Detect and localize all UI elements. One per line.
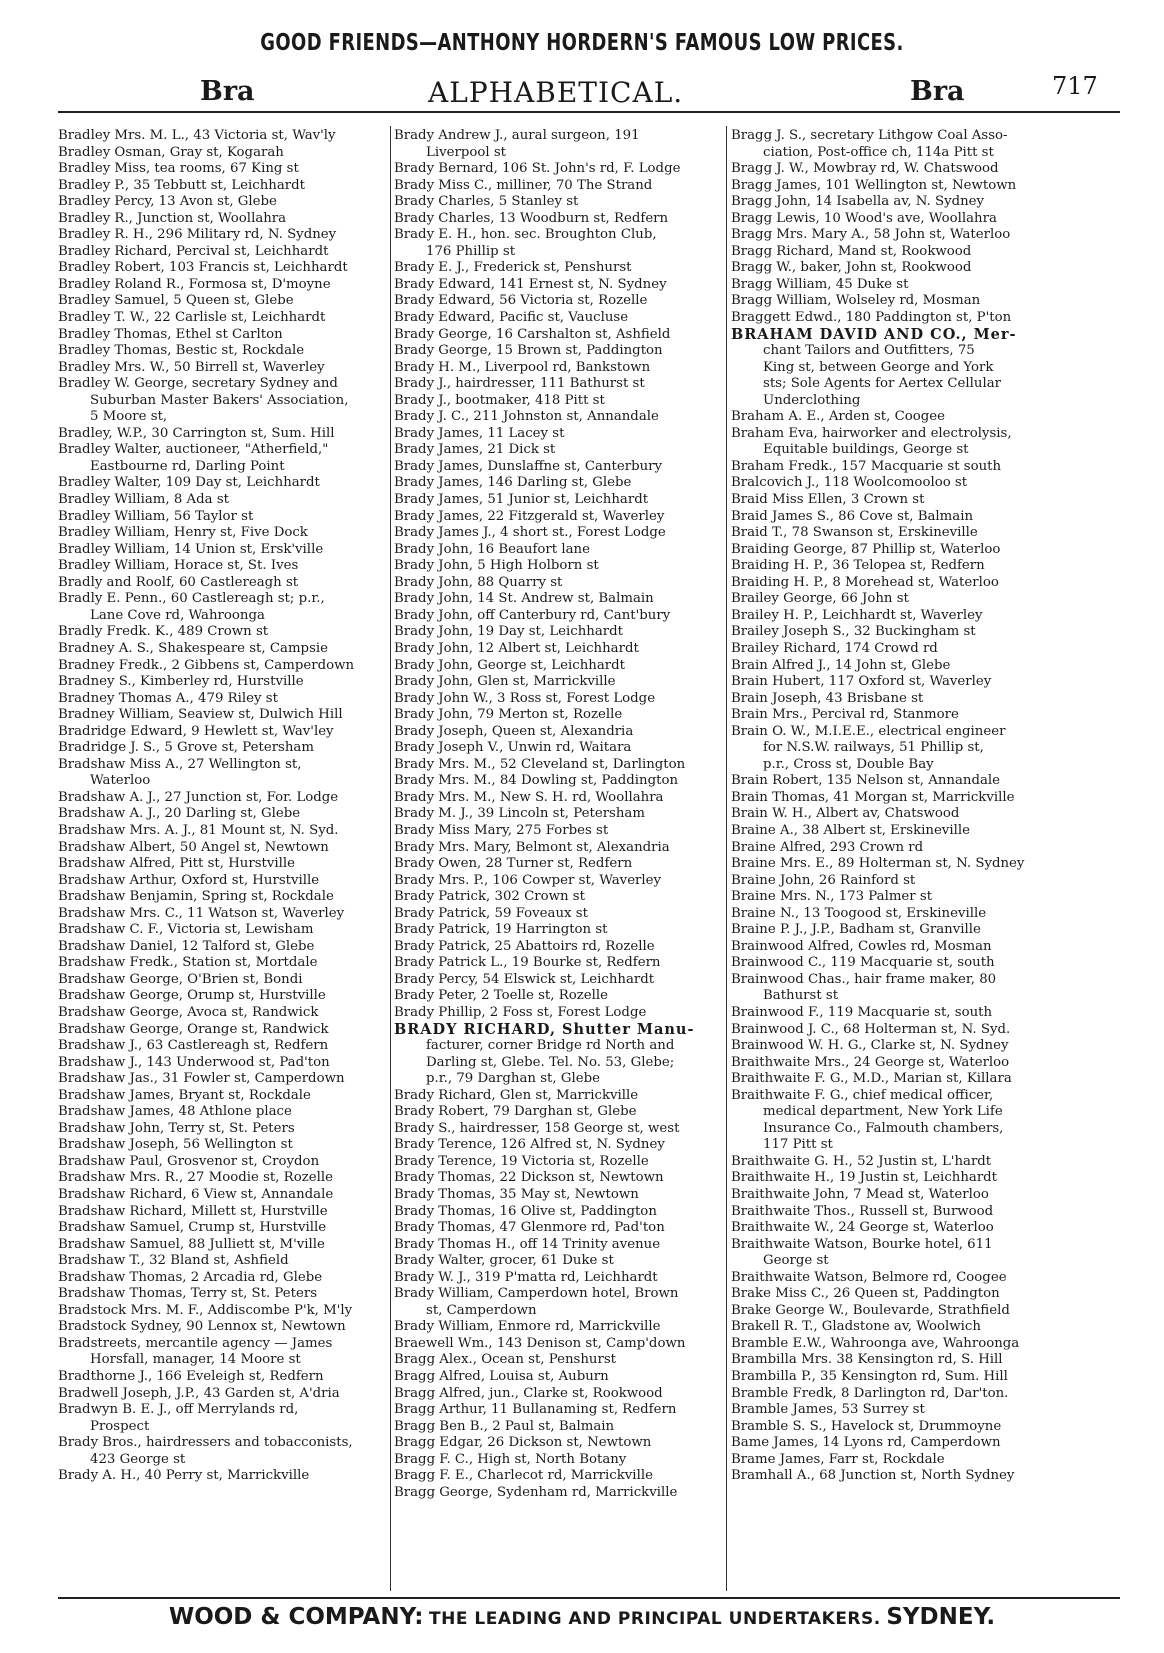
directory-entry: Bradley Roland R., Formosa st, D'moyne [58,276,331,292]
directory-entry: Brady A. H., 40 Perry st, Marrickville [58,1468,310,1484]
directory-entry: Bradley T. W., 22 Carlisle st, Leichhardt [58,310,326,326]
directory-entry: Braham Fredk., 157 Macquarie st south [731,458,1002,474]
directory-entry: Bradshaw George, O'Brien st, Bondi [58,971,303,987]
entry-continuation: st, Camperdown [426,1302,537,1318]
directory-entry: Brady George, 16 Carshalton st, Ashfield [394,326,671,342]
directory-entry: Bradshaw George, Orump st, Hurstville [58,988,326,1004]
directory-entry: Bradney A. S., Shakespeare st, Campsie [58,640,329,656]
directory-entry: Bradney William, Seaview st, Dulwich Hill [58,707,343,723]
column-3 [731,128,1061,1485]
directory-entry: Brady Mrs. M., 52 Cleveland st, Darlington [394,756,686,772]
directory-entry: Bradshaw George, Orange st, Randwick [58,1021,329,1037]
directory-entry: Brady William, Enmore rd, Marrickville [394,1319,661,1335]
directory-entry: Bragg F. E., Charlecot rd, Marrickville [394,1468,653,1484]
directory-entry: Brain Hubert, 117 Oxford st, Waverley [731,674,992,690]
directory-entry: Brady Miss Mary, 275 Forbes st [394,822,609,838]
directory-entry: Bradstock Mrs. M. F., Addiscombe P'k, M'ly [58,1302,353,1318]
directory-entry: Bradthorne J., 166 Eveleigh st, Redfern [58,1369,324,1385]
directory-entry: Brady John, 5 High Holborn st [394,558,599,574]
directory-entry: Bragg John, 14 Isabella av, N. Sydney [731,194,985,210]
directory-entry: Brady Thomas H., off 14 Trinity avenue [394,1236,661,1252]
entry-continuation: King st, between George and York [763,359,994,375]
column-2 [394,128,724,1501]
directory-entry: Brady E. H., hon. sec. Broughton Club, [394,227,657,243]
directory-entry: Brady Thomas, 47 Glenmore rd, Pad'ton [394,1220,665,1236]
directory-entry: Bradley Richard, Percival st, Leichhardt [58,243,329,259]
directory-entry: Braithwaite Mrs., 24 George st, Waterloo [731,1054,1010,1070]
directory-entry: Brady John W., 3 Ross st, Forest Lodge [394,690,656,706]
directory-entry: Brainwood F., 119 Macquarie st, south [731,1004,993,1020]
directory-entry: Brady Peter, 2 Toelle st, Rozelle [394,988,608,1004]
directory-entry: Braewell Wm., 143 Denison st, Camp'down [394,1335,686,1351]
top-advertisement: GOOD FRIENDS—ANTHONY HORDERN'S FAMOUS LOW PRICES. [260,30,904,56]
entry-continuation: sts; Sole Agents for Aertex Cellular [763,376,1002,392]
directory-entry: Bradly Fredk. K., 489 Crown st [58,624,269,640]
directory-entry: Brainwood C., 119 Macquarie st, south [731,955,995,971]
directory-entry: Bradley R. H., 296 Military rd, N. Sydney [58,227,337,243]
directory-entry: Brain Mrs., Percival rd, Stanmore [731,707,959,723]
directory-entry: Bradley Samuel, 5 Queen st, Glebe [58,293,294,309]
directory-entry: Bradley Thomas, Bestic st, Rockdale [58,343,305,359]
directory-entry: Bragg Richard, Mand st, Rookwood [731,243,972,259]
entry-continuation: Darling st, Glebe. Tel. No. 53, Glebe; [426,1054,675,1070]
directory-entry: Bradshaw Arthur, Oxford st, Hurstville [58,872,320,888]
directory-entry: Braine P. J., J.P., Badham st, Granville [731,922,981,938]
directory-entry: Bradshaw Miss A., 27 Wellington st, [58,756,302,772]
directory-entry: Bradley William, 8 Ada st [58,492,229,508]
directory-entry: Brady Bernard, 106 St. John's rd, F. Lodge [394,161,681,177]
entry-continuation: Eastbourne rd, Darling Point [90,458,285,474]
directory-entry: Brady Patrick, 25 Abattoirs rd, Rozelle [394,938,655,954]
directory-entry: Bradshaw Daniel, 12 Talford st, Glebe [58,938,315,954]
directory-entry: Bramble Fredk, 8 Darlington rd, Dar'ton. [731,1385,1009,1401]
directory-entry: Bradley Mrs. W., 50 Birrell st, Waverley [58,359,325,375]
directory-entry: Braithwaite F. G., M.D., Marian st, Killara [731,1071,1012,1087]
directory-entry: Bradshaw Mrs. A. J., 81 Mount st, N. Syd. [58,822,339,838]
directory-entry: Bradley, W.P., 30 Carrington st, Sum. Hill [58,425,335,441]
section-title: ALPHABETICAL. [428,76,684,109]
directory-entry: Braine Mrs. E., 89 Holterman st, N. Sydney [731,856,1025,872]
directory-entry: Brady Charles, 13 Woodburn st, Redfern [394,210,669,226]
directory-entry: Braid James S., 86 Cove st, Balmain [731,508,974,524]
directory-entry: Brady Terence, 126 Alfred st, N. Sydney [394,1137,665,1153]
directory-entry: Brady W. J., 319 P'matta rd, Leichhardt [394,1269,658,1285]
directory-entry: Brain Thomas, 41 Morgan st, Marrickville [731,789,1015,805]
directory-entry: Brady Andrew J., aural surgeon, 191 [394,128,640,143]
directory-entry: Brake Miss C., 26 Queen st, Paddington [731,1286,1000,1302]
directory-entry: Bradley W. George, secretary Sydney and [58,376,338,392]
directory-entry: Bradley William, 14 Union st, Ersk'ville [58,541,324,557]
directory-entry: Bradley Walter, auctioneer, "Atherfield," [58,442,329,458]
directory-entry: Brady M. J., 39 Lincoln st, Petersham [394,806,645,822]
directory-entry: Brailey H. P., Leichhardt st, Waverley [731,607,983,623]
directory-entry: Brady James, 11 Lacey st [394,425,565,441]
directory-entry: Bramble E.W., Wahroonga ave, Wahroonga [731,1335,1020,1351]
directory-entry: Bragg Edgar, 26 Dickson st, Newtown [394,1435,652,1451]
directory-entry: Brady Edward, 141 Ernest st, N. Sydney [394,276,667,292]
directory-entry: Bragg William, Wolseley rd, Mosman [731,293,981,309]
directory-entry: Bradley Walter, 109 Day st, Leichhardt [58,475,320,491]
directory-entry: Brainwood J. C., 68 Holterman st, N. Syd. [731,1021,1011,1037]
directory-entry: Bragg W., baker, John st, Rookwood [731,260,972,276]
directory-entry: Brain Joseph, 43 Brisbane st [731,690,924,706]
directory-entry: Brady Mrs. Mary, Belmont st, Alexandria [394,839,670,855]
directory-entry: Brady Thomas, 16 Olive st, Paddington [394,1203,657,1219]
directory-entry: Bradshaw Jas., 31 Fowler st, Camperdown [58,1071,345,1087]
column-divider [390,126,391,1591]
page-header [0,72,1164,112]
directory-entry: Bragg J. W., Mowbray rd, W. Chatswood [731,161,999,177]
directory-entry: Brady James, 51 Junior st, Leichhardt [394,492,649,508]
directory-entry: Brain Robert, 135 Nelson st, Annandale [731,773,1001,789]
directory-entry: Bradly E. Penn., 60 Castlereagh st; p.r., [58,591,325,607]
directory-entry: Brady Thomas, 22 Dickson st, Newtown [394,1170,664,1186]
entry-continuation: p.r., 79 Darghan st, Glebe [426,1071,600,1087]
directory-entry: Brady Bros., hairdressers and tobacconists, [58,1435,353,1451]
directory-entry: Bragg J. S., secretary Lithgow Coal Asso- [731,128,1008,143]
directory-entry: Bradney S., Kimberley rd, Hurstville [58,674,304,690]
directory-entry: Brady Edward, Pacific st, Vaucluse [394,310,629,326]
directory-entry: Bragg Alfred, Louisa st, Auburn [394,1369,609,1385]
directory-entry: Brailey George, 66 John st [731,591,909,607]
bottom-advertisement [0,1604,1164,1630]
directory-entry: Brady Joseph, Queen st, Alexandria [394,723,634,739]
entry-continuation: Horsfall, manager, 14 Moore st [90,1352,301,1368]
directory-entry: Bame James, 14 Lyons rd, Camperdown [731,1435,1001,1451]
directory-entry: Bralcovich J., 118 Woolcomooloo st [731,475,968,491]
directory-entry: Braine Mrs. N., 173 Palmer st [731,889,933,905]
directory-entry: Bradshaw Paul, Grosvenor st, Croydon [58,1153,320,1169]
directory-entry: Bragg Alfred, jun., Clarke st, Rookwood [394,1385,663,1401]
directory-entry: Bradley Mrs. M. L., 43 Victoria st, Wav'ly [58,128,336,143]
entry-continuation: Liverpool st [426,144,506,160]
directory-entry: Braggett Edwd., 180 Paddington st, P'ton [731,310,1012,326]
directory-entry: Brady James, 22 Fitzgerald st, Waverley [394,508,665,524]
directory-entry: Braithwaite F. G., chief medical officer, [731,1087,994,1103]
directory-entry: Bradshaw Thomas, 2 Arcadia rd, Glebe [58,1269,323,1285]
directory-entry: Braine A., 38 Albert st, Erskineville [731,822,970,838]
directory-entry: Braine Alfred, 293 Crown rd [731,839,924,855]
entry-continuation: Equitable buildings, George st [763,442,969,458]
directory-entry: Brady Patrick, 302 Crown st [394,889,585,905]
directory-entry: Braham A. E., Arden st, Coogee [731,409,946,425]
directory-entry: Brain Alfred J., 14 John st, Glebe [731,657,951,673]
directory-entry: Bragg Lewis, 10 Wood's ave, Woollahra [731,210,997,226]
directory-entry: Brady Owen, 28 Turner st, Redfern [394,856,633,872]
directory-entry: Bradshaw J., 63 Castlereagh st, Redfern [58,1038,329,1054]
directory-entry: Bradley Percy, 13 Avon st, Glebe [58,194,277,210]
entry-continuation: 423 George st [90,1451,186,1467]
directory-entry: Braithwaite Watson, Belmore rd, Coogee [731,1269,1007,1285]
directory-entry: Bradley Robert, 103 Francis st, Leichhardt [58,260,348,276]
directory-entry: Bradley Osman, Gray st, Kogarah [58,144,284,160]
directory-entry: Brady Patrick L., 19 Bourke st, Redfern [394,955,661,971]
directory-entry: Bradshaw Richard, 6 View st, Annandale [58,1187,334,1202]
footer-company: WOOD & COMPANY: [168,1604,424,1630]
entry-continuation: 117 Pitt st [763,1137,833,1153]
directory-entry: Bradley William, Horace st, St. Ives [58,558,299,574]
directory-entry: Bradshaw Joseph, 56 Wellington st [58,1137,293,1153]
featured-entry: BRAHAM DAVID AND CO., Mer- [731,326,1017,343]
entry-continuation: chant Tailors and Outfitters, 75 [763,343,975,359]
entry-continuation: for N.S.W. railways, 51 Phillip st, [763,740,984,756]
directory-entry: Brady Richard, Glen st, Marrickville [394,1087,639,1103]
directory-entry: Bradshaw James, 48 Athlone place [58,1104,292,1120]
directory-entry: Brady James, Dunslaffne st, Canterbury [394,458,663,474]
entry-continuation: George st [763,1253,829,1269]
directory-entry: Bradshaw A. J., 27 Junction st, For. Lodge [58,789,339,805]
directory-entry: Bradshaw Samuel, Crump st, Hurstville [58,1220,327,1236]
directory-entry: Brady Percy, 54 Elswick st, Leichhardt [394,971,655,987]
directory-entry: Bradshaw George, Avoca st, Randwick [58,1004,319,1020]
directory-entry: Brailey Richard, 174 Crowd rd [731,640,938,656]
directory-entry: Brady Phillip, 2 Foss st, Forest Lodge [394,1004,647,1020]
directory-entry: Brain O. W., M.I.E.E., electrical engineer [731,723,1006,739]
directory-entry: Brady John, 12 Albert st, Leichhardt [394,640,639,656]
directory-entry: Bradstock Sydney, 90 Lennox st, Newtown [58,1319,346,1335]
directory-entry: Brady James J., 4 short st., Forest Lodge [394,525,666,541]
header-rule [58,111,1120,113]
directory-entry: Brady Mrs. M., New S. H. rd, Woollahra [394,789,664,805]
entry-continuation: Underclothing [763,392,861,408]
directory-entry: Brady John, 14 St. Andrew st, Balmain [394,591,654,607]
directory-entry: Braithwaite W., 24 George st, Waterloo [731,1220,994,1236]
directory-entry: Brady H. M., Liverpool rd, Bankstown [394,359,651,375]
directory-entry: Bragg Ben B., 2 Paul st, Balmain [394,1418,615,1434]
directory-entry: Bradshaw Mrs. C., 11 Watson st, Waverley [58,905,345,921]
directory-entry: Braine N., 13 Toogood st, Erskineville [731,905,987,921]
directory-entry: Bradshaw Mrs. R., 27 Moodie st, Rozelle [58,1170,333,1186]
directory-entry: Bragg William, 45 Duke st [731,276,909,292]
directory-entry: Brady E. J., Frederick st, Penshurst [394,260,632,276]
directory-entry: Braid Miss Ellen, 3 Crown st [731,492,925,508]
entry-continuation: ciation, Post-office ch, 114a Pitt st [763,144,994,160]
directory-entry: Braid T., 78 Swanson st, Erskineville [731,525,978,541]
entry-continuation: 5 Moore st, [90,409,168,425]
directory-entry: Braiding H. P., 8 Morehead st, Waterloo [731,574,999,590]
directory-entry: Brakell R. T., Gladstone av, Woolwich [731,1319,981,1335]
directory-entry: Bradley Miss, tea rooms, 67 King st [58,161,299,177]
directory-entry: Brady John, George st, Leichhardt [394,657,625,673]
directory-entry: Brady Edward, 56 Victoria st, Rozelle [394,293,648,309]
directory-entry: Bradley William, Henry st, Five Dock [58,525,308,541]
directory-entry: Brady Terence, 19 Victoria st, Rozelle [394,1153,649,1169]
directory-entry: Brady James, 146 Darling st, Glebe [394,475,632,491]
directory-entry: Bradridge Edward, 9 Hewlett st, Wav'ley [58,723,334,739]
directory-entry: Bradshaw T., 32 Bland st, Ashfield [58,1253,289,1269]
footer-rule [58,1597,1120,1599]
directory-entry: Brambilla P., 35 Kensington rd, Sum. Hill [731,1369,1008,1385]
directory-entry: Brady John, off Canterbury rd, Cant'bury [394,607,671,623]
directory-entry: Bradshaw A. J., 20 Darling st, Glebe [58,806,301,822]
directory-entry: Bradley Thomas, Ethel st Carlton [58,326,283,342]
directory-entry: Braithwaite John, 7 Mead st, Waterloo [731,1187,989,1202]
footer-tagline: THE LEADING AND PRINCIPAL UNDERTAKERS. [429,1609,881,1629]
directory-entry: Bradstreets, mercantile agency — James [58,1335,333,1351]
directory-entry: Brady John, 79 Merton st, Rozelle [394,707,623,723]
directory-entry: Braithwaite Thos., Russell st, Burwood [731,1203,994,1219]
directory-entry: Brady Mrs. M., 84 Dowling st, Paddington [394,773,679,789]
directory-entry: Bradshaw James, Bryant st, Rockdale [58,1087,311,1103]
directory-entry: Brady Patrick, 19 Harrington st [394,922,608,938]
directory-entry: Bradly and Roolf, 60 Castlereagh st [58,574,299,590]
directory-entry: Brady John, 88 Quarry st [394,574,563,590]
directory-entry: Brailey Joseph S., 32 Buckingham st [731,624,976,640]
directory-entry: Brain W. H., Albert av, Chatswood [731,806,960,822]
entry-continuation: 176 Phillip st [426,243,516,259]
entry-continuation: Prospect [90,1418,150,1434]
entry-continuation: Bathurst st [763,988,839,1004]
directory-entry: Bradshaw Alfred, Pitt st, Hurstville [58,856,296,872]
directory-entry: Brady Robert, 79 Darghan st, Glebe [394,1104,637,1120]
directory-entry: Braithwaite Watson, Bourke hotel, 611 [731,1236,993,1252]
directory-entry: Bragg F. C., High st, North Botany [394,1451,627,1467]
directory-entry: Braithwaite G. H., 52 Justin st, L'hardt [731,1153,992,1169]
directory-entry: Bramble S. S., Havelock st, Drummoyne [731,1418,1002,1434]
entry-continuation: Suburban Master Bakers' Association, [90,392,349,408]
directory-entry: Brady J., bootmaker, 418 Pitt st [394,392,605,408]
left-guide-word: Bra [200,76,255,107]
directory-entry: Bragg Alex., Ocean st, Penshurst [394,1352,617,1368]
directory-entry: Brady J. C., 211 Johnston st, Annandale [394,409,659,425]
featured-entry: BRADY RICHARD, Shutter Manu- [394,1021,695,1038]
directory-entry: Bradshaw Samuel, 88 Julliett st, M'ville [58,1236,325,1252]
directory-entry: Brainwood Alfred, Cowles rd, Mosman [731,938,992,954]
directory-entry: Brame James, Farr st, Rockdale [731,1451,945,1467]
directory-entry: Bradshaw John, Terry st, St. Peters [58,1120,295,1136]
right-guide-word: Bra [910,76,965,107]
directory-entry: Bragg James, 101 Wellington st, Newtown [731,177,1017,193]
directory-entry: Bradshaw J., 143 Underwood st, Pad'ton [58,1054,330,1070]
directory-entry: Braithwaite H., 19 Justin st, Leichhardt [731,1170,998,1186]
directory-entry: Brainwood Chas., hair frame maker, 80 [731,971,997,987]
directory-entry: Bradley R., Junction st, Woollahra [58,210,287,226]
directory-entry: Brambilla Mrs. 38 Kensington rd, S. Hill [731,1352,1003,1368]
directory-entry: Bradridge J. S., 5 Grove st, Petersham [58,740,314,756]
directory-entry: Braiding George, 87 Phillip st, Waterloo [731,541,1001,557]
directory-entry: Bradley William, 56 Taylor st [58,508,254,524]
directory-entry: Brady J., hairdresser, 111 Bathurst st [394,376,645,392]
directory-entry: Bradney Thomas A., 479 Riley st [58,690,278,706]
page-number: 717 [1052,72,1098,100]
entry-continuation: Lane Cove rd, Wahroonga [90,607,265,623]
directory-entry: Brady S., hairdresser, 158 George st, west [394,1120,680,1136]
directory-entry: Bradwell Joseph, J.P., 43 Garden st, A'dria [58,1385,340,1401]
directory-entry: Bragg Arthur, 11 Bullanaming st, Redfern [394,1402,677,1418]
column-1 [58,128,388,1485]
entry-continuation: medical department, New York Life [763,1104,1003,1120]
directory-entry: Bradshaw Fredk., Station st, Mortdale [58,955,318,971]
entry-continuation: p.r., Cross st, Double Bay [763,756,934,772]
directory-entry: Brake George W., Boulevarde, Strathfield [731,1302,1010,1318]
directory-entry: Bragg George, Sydenham rd, Marrickville [394,1484,678,1500]
directory-entry: Brady Patrick, 59 Foveaux st [394,905,588,921]
directory-entry: Brainwood W. H. G., Clarke st, N. Sydney [731,1038,1009,1054]
directory-entry: Brady John, 16 Beaufort lane [394,541,590,557]
directory-entry: Brady James, 21 Dick st [394,442,556,458]
directory-entry: Brady Joseph V., Unwin rd, Waitara [394,740,632,756]
directory-entry: Bradshaw C. F., Victoria st, Lewisham [58,922,314,938]
entry-continuation: facturer, corner Bridge rd North and [426,1038,675,1054]
directory-entry: Bragg Mrs. Mary A., 58 John st, Waterloo [731,227,1011,243]
directory-entry: Bradshaw Thomas, Terry st, St. Peters [58,1286,318,1302]
directory-entry: Bradshaw Benjamin, Spring st, Rockdale [58,889,334,905]
directory-entry: Bramble James, 53 Surrey st [731,1402,925,1418]
directory-entry: Bradney Fredk., 2 Gibbens st, Camperdown [58,657,355,673]
directory-entry: Brady George, 15 Brown st, Paddington [394,343,663,359]
directory-entry: Brady Charles, 5 Stanley st [394,194,579,210]
directory-entry: Brady Mrs. P., 106 Cowper st, Waverley [394,872,662,888]
directory-entry: Brady Thomas, 35 May st, Newtown [394,1187,639,1202]
directory-entry: Bramhall A., 68 Junction st, North Sydney [731,1468,1015,1484]
entry-continuation: Waterloo [90,773,151,789]
directory-entry: Bradwyn B. E. J., off Merrylands rd, [58,1402,299,1418]
directory-entry: Brady Miss C., milliner, 70 The Strand [394,177,653,193]
footer-city: SYDNEY. [886,1604,996,1630]
directory-entry: Braham Eva, hairworker and electrolysis, [731,425,1012,441]
directory-entry: Brady John, Glen st, Marrickville [394,674,616,690]
column-divider [726,126,727,1591]
directory-entry: Brady Walter, grocer, 61 Duke st [394,1253,614,1269]
directory-entry: Braiding H. P., 36 Telopea st, Redfern [731,558,985,574]
directory-entry: Brady William, Camperdown hotel, Brown [394,1286,679,1302]
directory-entry: Bradshaw Albert, 50 Angel st, Newtown [58,839,329,855]
directory-entry: Brady John, 19 Day st, Leichhardt [394,624,623,640]
entry-continuation: Insurance Co., Falmouth chambers, [763,1120,1004,1136]
directory-entry: Braine John, 26 Rainford st [731,872,916,888]
directory-entry: Bradshaw Richard, Millett st, Hurstville [58,1203,328,1219]
directory-entry: Bradley P., 35 Tebbutt st, Leichhardt [58,177,305,193]
